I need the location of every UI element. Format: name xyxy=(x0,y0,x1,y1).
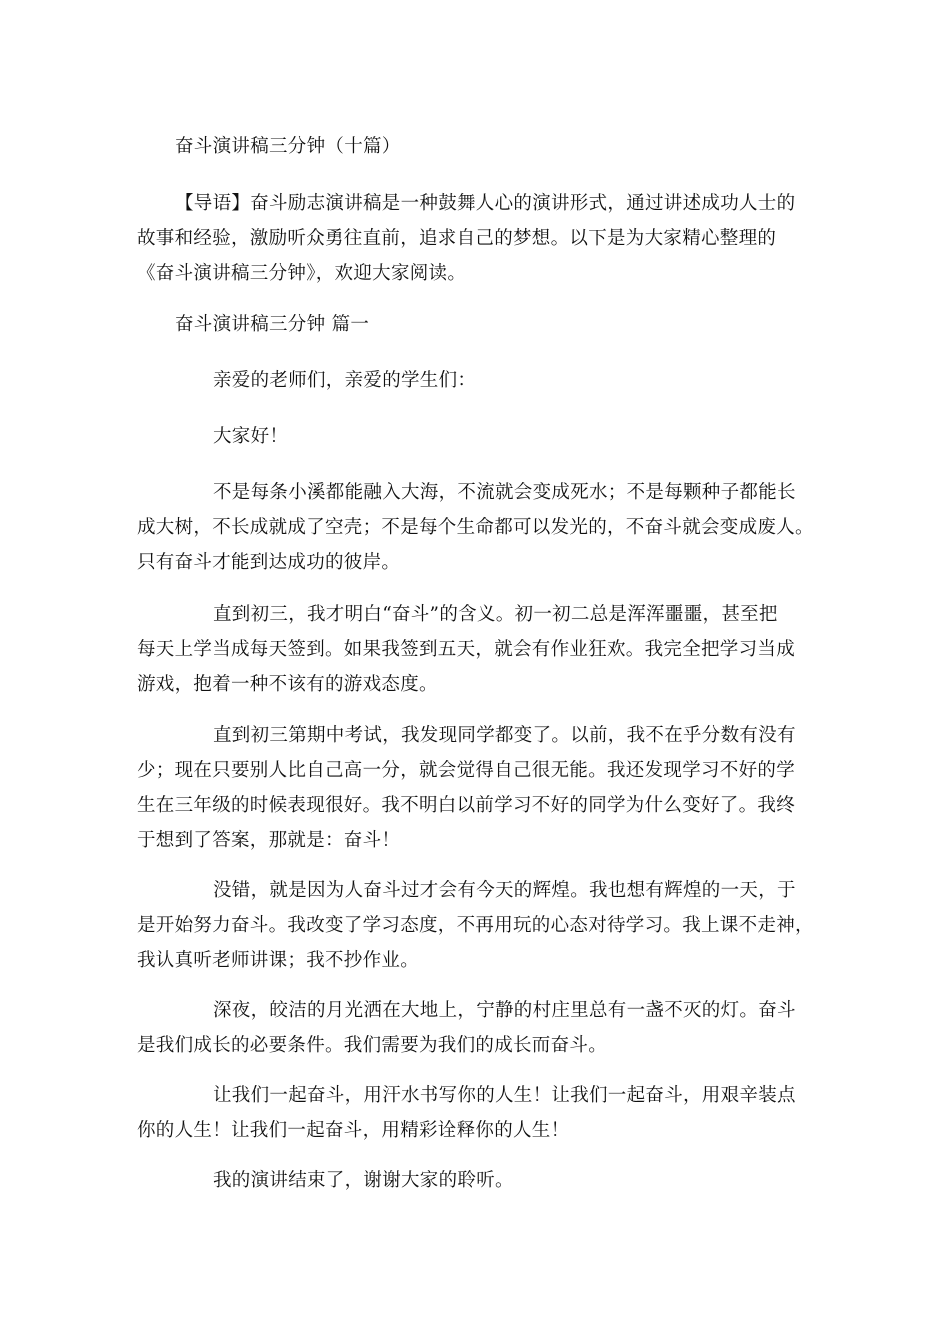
paragraph-line: 每天上学当成每天签到。如果我签到五天，就会有作业狂欢。我完全把学习当成 xyxy=(137,639,796,660)
intro-line: 故事和经验，激励听众勇往直前，追求自己的梦想。以下是为大家精心整理的 xyxy=(137,228,777,249)
title-line: 奋斗演讲稿三分钟（十篇） xyxy=(175,136,401,157)
salutation-paragraph xyxy=(137,363,903,398)
paragraph-line: 深夜，皎洁的月光洒在大地上，宁静的村庄里总有一盏不灭的灯。奋斗 xyxy=(213,1000,796,1021)
paragraph-line: 让我们一起奋斗，用汗水书写你的人生！让我们一起奋斗，用艰辛装点 xyxy=(213,1085,796,1106)
body-paragraph xyxy=(137,1078,827,1148)
closing-paragraph xyxy=(137,1163,903,1198)
paragraph-line: 你的人生！让我们一起奋斗，用精彩诠释你的人生！ xyxy=(137,1120,570,1141)
intro-paragraph xyxy=(137,186,865,291)
section-heading-text: 奋斗演讲稿三分钟 篇一 xyxy=(175,314,370,335)
intro-line: 《奋斗演讲稿三分钟》，欢迎大家阅读。 xyxy=(137,263,467,284)
paragraph-line: 大家好！ xyxy=(213,426,289,447)
body-paragraph xyxy=(137,597,827,702)
paragraph-line: 不是每条小溪都能融入大海，不流就会变成死水；不是每颗种子都能长 xyxy=(213,482,796,503)
document-title xyxy=(137,129,865,164)
greeting-paragraph xyxy=(137,419,903,454)
body-paragraph xyxy=(137,873,827,978)
paragraph-line: 是开始努力奋斗。我改变了学习态度，不再用玩的心态对待学习。我上课不走神， xyxy=(137,915,814,936)
paragraph-line: 是我们成长的必要条件。我们需要为我们的成长而奋斗。 xyxy=(137,1035,608,1056)
paragraph-line: 直到初三，我才明白“奋斗”的含义。初一初二总是浑浑噩噩，甚至把 xyxy=(213,604,778,625)
paragraph-line: 亲爱的老师们，亲爱的学生们： xyxy=(213,370,477,391)
paragraph-line: 生在三年级的时候表现很好。我不明白以前学习不好的同学为什么变好了。我终 xyxy=(137,795,796,816)
paragraph-line: 我的演讲结束了，谢谢大家的聆听。 xyxy=(213,1170,514,1191)
intro-line: 【导语】奋斗励志演讲稿是一种鼓舞人心的演讲形式，通过讲述成功人士的 xyxy=(175,193,796,214)
section-heading xyxy=(137,307,865,342)
paragraph-line: 没错，就是因为人奋斗过才会有今天的辉煌。我也想有辉煌的一天，于 xyxy=(213,880,796,901)
body-paragraph xyxy=(137,993,827,1063)
paragraph-line: 只有奋斗才能到达成功的彼岸。 xyxy=(137,552,401,573)
paragraph-line: 直到初三第期中考试，我发现同学都变了。以前，我不在乎分数有没有 xyxy=(213,725,796,746)
paragraph-line: 于想到了答案，那就是：奋斗！ xyxy=(137,830,401,851)
body-paragraph xyxy=(137,475,827,580)
paragraph-line: 游戏，抱着一种不该有的游戏态度。 xyxy=(137,674,438,695)
body-paragraph xyxy=(137,718,827,858)
paragraph-line: 我认真听老师讲课；我不抄作业。 xyxy=(137,950,420,971)
paragraph-line: 成大树，不长成就成了空壳；不是每个生命都可以发光的，不奋斗就会变成废人。 xyxy=(137,517,814,538)
paragraph-line: 少；现在只要别人比自己高一分，就会觉得自己很无能。我还发现学习不好的学 xyxy=(137,760,796,781)
